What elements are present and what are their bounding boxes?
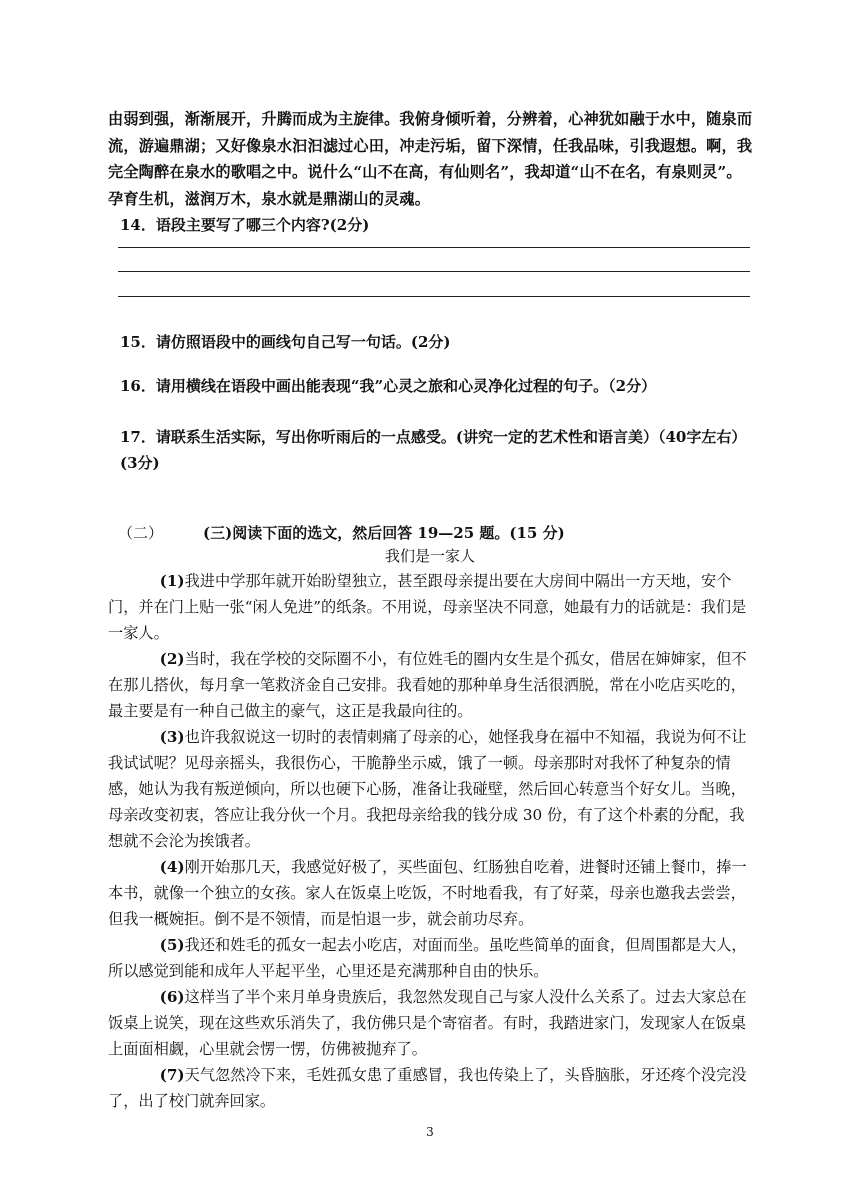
answer-line	[118, 271, 750, 272]
story-body	[108, 568, 754, 1114]
story-paragraph: (3)也许我叙说这一切时的表情刺痛了母亲的心，她怪我身在福中不知福，我说为何不让我试试呢？见母亲摇头，我很伤心，干脆静坐示威，饿了一顿。母亲那时对我怀了种复杂的情感，她认为我有叛逆倾向，所以也硬下心肠，准备让我碰壁，然后回心转意当个好女儿。当晚，母亲改变初衷，答应让我分伙一个月。我把母亲给我的钱分成 30 份，有了这个朴素的分配，我想就不会沦为挨饿者。	[108, 728, 747, 850]
section-label: （二）	[118, 524, 164, 542]
question-15: 15．请仿照语段中的画线句自己写一句话。(2分)	[120, 333, 451, 351]
story-title: 我们是一家人	[384, 547, 475, 565]
story-paragraph: (2)当时，我在学校的交际圈不小，有位姓毛的圈内女生是个孤女，借居在婶婶家，但不在那儿搭伙，每月拿一笔救济金自己安排。我看她的那种单身生活很洒脱，常在小吃店买吃的，最主要是有一种自己做主的豪气，这正是我最向往的。	[108, 650, 747, 720]
answer-line	[118, 247, 750, 248]
section-instruction: (三)阅读下面的选文，然后回答 19—25 题。(15 分)	[203, 524, 565, 542]
story-paragraph: (1)我进中学那年就开始盼望独立，甚至跟母亲提出要在大房间中隔出一方天地，安个门，并在门上贴一张“闲人免进”的纸条。不用说，母亲坚决不同意，她最有力的话就是：我们是一家人。	[108, 572, 747, 642]
excerpt-paragraph: 由弱到强，渐渐展开，升腾而成为主旋律。我俯身倾听着，分辨着，心神犹如融于水中，随泉而流，游遍鼎湖；又好像泉水汩汩滤过心田，冲走污垢，留下深情，任我品味，引我遐想。啊，我完全陶醉在泉水的歌唱之中。说什么“山不在高，有仙则名”，我却道“山不在名，有泉则灵”。孕育生机，滋润万木，泉水就是鼎湖山的灵魂。	[108, 110, 753, 208]
story-paragraph: (7)天气忽然冷下来，毛姓孤女患了重感冒，我也传染上了，头昏脑胀，牙还疼个没完没了，出了校门就奔回家。	[108, 1066, 747, 1110]
story-paragraph: (6)这样当了半个来月单身贵族后，我忽然发现自己与家人没什么关系了。过去大家总在饭桌上说笑，现在这些欢乐消失了，我仿佛只是个寄宿者。有时，我踏进家门，发现家人在饭桌上面面相觑，心里就会愣一愣，仿佛被抛弃了。	[108, 988, 747, 1058]
section-heading	[118, 522, 565, 543]
page-number: 3	[426, 1125, 434, 1139]
story-paragraph: (4)刚开始那几天，我感觉好极了，买些面包、红肠独自吃着，进餐时还铺上餐巾，捧一本书，就像一个独立的女孩。家人在饭桌上吃饭，不时地看我，有了好菜，母亲也邀我去尝尝，但我一概婉拒。倒不是不领情，而是怕退一步，就会前功尽弃。	[108, 858, 747, 928]
question-17: 17．请联系生活实际，写出你听雨后的一点感受。(讲究一定的艺术性和语言美）（40字左右）(3分)	[120, 428, 747, 472]
story-paragraph: (5)我还和姓毛的孤女一起去小吃店，对面而坐。虽吃些简单的面食，但周围都是大人，所以感觉到能和成年人平起平坐，心里还是充满那种自由的快乐。	[108, 936, 747, 980]
answer-line	[118, 296, 750, 297]
question-16: 16．请用横线在语段中画出能表现“我”心灵之旅和心灵净化过程的句子。（2分）	[120, 377, 657, 395]
question-14: 14．语段主要写了哪三个内容?(2分)	[120, 216, 370, 234]
